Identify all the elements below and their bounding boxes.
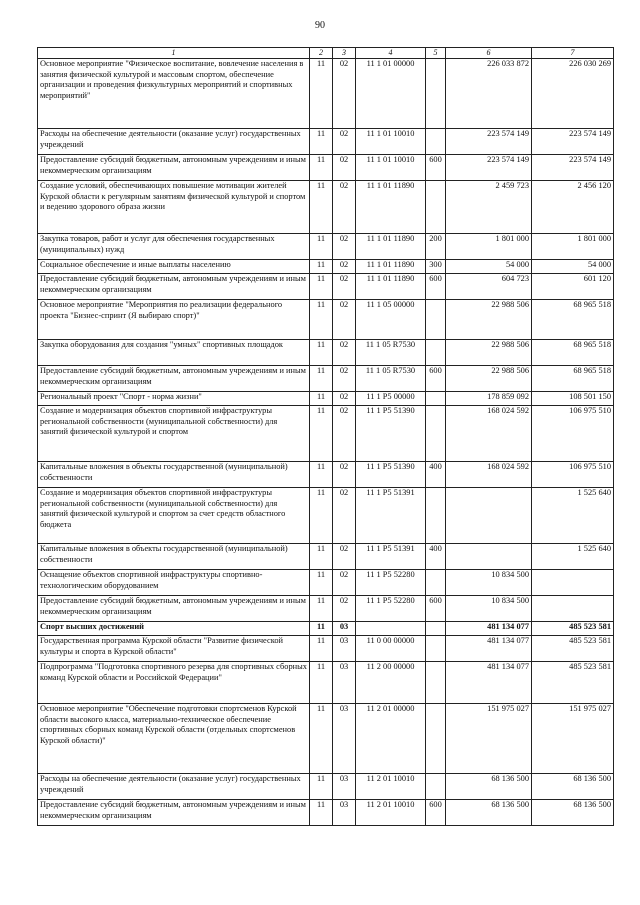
- table-row: [38, 406, 614, 462]
- row-amount-1: 2 459 723: [446, 181, 532, 234]
- row-amount-2: 1 801 000: [532, 234, 614, 260]
- row-expense-type: [426, 636, 446, 662]
- row-target-code: 11 1 01 11890: [356, 260, 426, 274]
- header-col-2: 2: [310, 48, 333, 59]
- row-name: Государственная программа Курской области "Развитие физической культуры и спорта в Курской области": [38, 636, 310, 662]
- row-subsection: 02: [333, 406, 356, 462]
- row-subsection: 02: [333, 300, 356, 340]
- table-row: [38, 636, 614, 662]
- row-amount-1: 223 574 149: [446, 155, 532, 181]
- row-section: 11: [310, 406, 333, 462]
- table-row: [38, 366, 614, 392]
- row-amount-1: 1 801 000: [446, 234, 532, 260]
- row-amount-2: 54 000: [532, 260, 614, 274]
- row-amount-2: 106 975 510: [532, 462, 614, 488]
- row-subsection: 03: [333, 622, 356, 636]
- row-expense-type: 600: [426, 596, 446, 622]
- row-section: 11: [310, 800, 333, 826]
- row-amount-1: 22 988 506: [446, 300, 532, 340]
- row-amount-2: 106 975 510: [532, 406, 614, 462]
- row-name: Закупка товаров, работ и услуг для обеспечения государственных (муниципальных) нужд: [38, 234, 310, 260]
- header-col-5: 5: [426, 48, 446, 59]
- row-expense-type: [426, 392, 446, 406]
- row-section: 11: [310, 155, 333, 181]
- row-target-code: 11 1 01 00000: [356, 59, 426, 129]
- row-name: Капитальные вложения в объекты государственной (муниципальной) собственности: [38, 544, 310, 570]
- row-expense-type: [426, 662, 446, 704]
- row-section: 11: [310, 462, 333, 488]
- row-amount-2: 1 525 640: [532, 488, 614, 544]
- row-target-code: 11 1 01 10010: [356, 155, 426, 181]
- row-amount-2: 223 574 149: [532, 129, 614, 155]
- row-expense-type: 300: [426, 260, 446, 274]
- row-expense-type: [426, 340, 446, 366]
- row-amount-2: 68 965 518: [532, 366, 614, 392]
- row-name: Основное мероприятие "Обеспечение подготовки спортсменов Курской области высокого класса, материально-техническое обеспечение спортивных сборных команд Курской области (отдельных спортсменов Курской области)": [38, 704, 310, 774]
- row-subsection: 03: [333, 636, 356, 662]
- row-amount-1: 22 988 506: [446, 366, 532, 392]
- row-subsection: 02: [333, 570, 356, 596]
- row-section: 11: [310, 488, 333, 544]
- row-name: Региональный проект "Спорт - норма жизни": [38, 392, 310, 406]
- table-row: [38, 129, 614, 155]
- row-expense-type: 600: [426, 800, 446, 826]
- header-row: [38, 48, 614, 59]
- row-expense-type: [426, 704, 446, 774]
- row-name: Расходы на обеспечение деятельности (оказание услуг) государственных учреждений: [38, 774, 310, 800]
- row-subsection: 02: [333, 596, 356, 622]
- header-col-4: 4: [356, 48, 426, 59]
- row-amount-1: 10 834 500: [446, 596, 532, 622]
- row-section: 11: [310, 129, 333, 155]
- row-target-code: 11 1 P5 51391: [356, 488, 426, 544]
- row-expense-type: [426, 59, 446, 129]
- row-target-code: 11 1 P5 51390: [356, 406, 426, 462]
- row-name: Расходы на обеспечение деятельности (оказание услуг) государственных учреждений: [38, 129, 310, 155]
- row-expense-type: [426, 622, 446, 636]
- table-row: [38, 570, 614, 596]
- row-amount-1: 151 975 027: [446, 704, 532, 774]
- row-target-code: 11 2 01 10010: [356, 774, 426, 800]
- row-name: Спорт высших достижений: [38, 622, 310, 636]
- row-name: Предоставление субсидий бюджетным, автономным учреждениям и иным некоммерческим организациям: [38, 274, 310, 300]
- row-name: Создание условий, обеспечивающих повышение мотивации жителей Курской области к регулярным занятиям физической культурой и спортом и ведению здорового образа жизни: [38, 181, 310, 234]
- row-amount-2: 601 120: [532, 274, 614, 300]
- row-target-code: 11 2 01 10010: [356, 800, 426, 826]
- row-section: 11: [310, 662, 333, 704]
- row-subsection: 02: [333, 129, 356, 155]
- row-expense-type: 600: [426, 366, 446, 392]
- row-target-code: 11 2 01 00000: [356, 704, 426, 774]
- row-amount-2: 1 525 640: [532, 544, 614, 570]
- table-row: [38, 155, 614, 181]
- budget-table: [37, 47, 614, 826]
- row-amount-1: 178 859 092: [446, 392, 532, 406]
- row-target-code: 11 1 01 11890: [356, 181, 426, 234]
- table-row: [38, 462, 614, 488]
- row-section: 11: [310, 274, 333, 300]
- row-name: Социальное обеспечение и иные выплаты населению: [38, 260, 310, 274]
- row-target-code: 11 1 P5 51391: [356, 544, 426, 570]
- row-amount-1: 604 723: [446, 274, 532, 300]
- row-subsection: 02: [333, 234, 356, 260]
- row-target-code: 11 1 05 00000: [356, 300, 426, 340]
- row-section: 11: [310, 59, 333, 129]
- header-col-7: 7: [532, 48, 614, 59]
- row-name: Оснащение объектов спортивной инфраструктуры спортивно-технологическим оборудованием: [38, 570, 310, 596]
- table-row: [38, 340, 614, 366]
- table-row: [38, 300, 614, 340]
- row-amount-2: 151 975 027: [532, 704, 614, 774]
- row-section: 11: [310, 392, 333, 406]
- row-expense-type: 400: [426, 544, 446, 570]
- row-section: 11: [310, 340, 333, 366]
- row-target-code: 11 1 05 R7530: [356, 366, 426, 392]
- row-section: 11: [310, 544, 333, 570]
- row-amount-2: 68 136 500: [532, 800, 614, 826]
- row-expense-type: [426, 406, 446, 462]
- row-section: 11: [310, 181, 333, 234]
- table-row: [38, 392, 614, 406]
- row-amount-1: 22 988 506: [446, 340, 532, 366]
- row-amount-1: 168 024 592: [446, 462, 532, 488]
- table-row: [38, 59, 614, 129]
- row-name: Создание и модернизация объектов спортивной инфраструктуры региональной собственности (муниципальной собственности) для занятий физической культурой и спортом: [38, 406, 310, 462]
- table-row: [38, 622, 614, 636]
- row-amount-1: 54 000: [446, 260, 532, 274]
- row-section: 11: [310, 300, 333, 340]
- row-section: 11: [310, 366, 333, 392]
- row-subsection: 02: [333, 181, 356, 234]
- row-amount-2: 223 574 149: [532, 155, 614, 181]
- row-name: Предоставление субсидий бюджетным, автономным учреждениям и иным некоммерческим организациям: [38, 596, 310, 622]
- row-section: 11: [310, 636, 333, 662]
- row-amount-2: 485 523 581: [532, 622, 614, 636]
- row-name: Основное мероприятие "Мероприятия по реализации федерального проекта "Бизнес-спринт (Я выбираю спорт)": [38, 300, 310, 340]
- table-row: [38, 181, 614, 234]
- row-amount-1: 168 024 592: [446, 406, 532, 462]
- row-expense-type: 600: [426, 155, 446, 181]
- table-row: [38, 274, 614, 300]
- table-row: [38, 544, 614, 570]
- header-col-6: 6: [446, 48, 532, 59]
- row-amount-1: [446, 544, 532, 570]
- table-row: [38, 596, 614, 622]
- row-expense-type: 400: [426, 462, 446, 488]
- row-expense-type: [426, 181, 446, 234]
- row-section: 11: [310, 570, 333, 596]
- row-subsection: 03: [333, 774, 356, 800]
- row-section: 11: [310, 622, 333, 636]
- table-row: [38, 260, 614, 274]
- row-subsection: 02: [333, 340, 356, 366]
- row-expense-type: [426, 300, 446, 340]
- row-section: 11: [310, 596, 333, 622]
- table-row: [38, 800, 614, 826]
- table-row: [38, 662, 614, 704]
- row-name: Предоставление субсидий бюджетным, автономным учреждениям и иным некоммерческим организациям: [38, 366, 310, 392]
- row-subsection: 02: [333, 260, 356, 274]
- row-expense-type: [426, 774, 446, 800]
- table-body: [38, 59, 614, 826]
- row-amount-1: 68 136 500: [446, 800, 532, 826]
- row-target-code: 11 0 00 00000: [356, 636, 426, 662]
- row-subsection: 03: [333, 662, 356, 704]
- row-subsection: 02: [333, 366, 356, 392]
- row-target-code: [356, 622, 426, 636]
- row-expense-type: 200: [426, 234, 446, 260]
- row-subsection: 03: [333, 800, 356, 826]
- row-target-code: 11 1 P5 52280: [356, 570, 426, 596]
- row-expense-type: [426, 570, 446, 596]
- row-name: Подпрограмма "Подготовка спортивного резерва для спортивных сборных команд Курской области и Российской Федерации": [38, 662, 310, 704]
- row-subsection: 02: [333, 274, 356, 300]
- row-amount-2: 485 523 581: [532, 662, 614, 704]
- row-target-code: 11 1 P5 00000: [356, 392, 426, 406]
- row-amount-2: [532, 596, 614, 622]
- row-amount-1: [446, 488, 532, 544]
- row-target-code: 11 2 00 00000: [356, 662, 426, 704]
- page-number: 90: [315, 20, 325, 31]
- header-col-1: 1: [38, 48, 310, 59]
- row-amount-2: 2 456 120: [532, 181, 614, 234]
- row-amount-2: 68 965 518: [532, 300, 614, 340]
- row-target-code: 11 1 01 10010: [356, 129, 426, 155]
- row-amount-1: 223 574 149: [446, 129, 532, 155]
- row-target-code: 11 1 01 11890: [356, 274, 426, 300]
- row-target-code: 11 1 P5 52280: [356, 596, 426, 622]
- row-subsection: 02: [333, 462, 356, 488]
- row-name: Основное мероприятие "Физическое воспитание, вовлечение населения в занятия физической культурой и массовым спортом, обеспечение организации и проведения физкультурных мероприятий и спортивных мероприятий": [38, 59, 310, 129]
- row-amount-2: 68 965 518: [532, 340, 614, 366]
- row-amount-1: 226 033 872: [446, 59, 532, 129]
- row-target-code: 11 1 P5 51390: [356, 462, 426, 488]
- header-col-3: 3: [333, 48, 356, 59]
- row-amount-2: [532, 570, 614, 596]
- table-row: [38, 234, 614, 260]
- row-subsection: 02: [333, 155, 356, 181]
- row-section: 11: [310, 704, 333, 774]
- row-amount-2: 226 030 269: [532, 59, 614, 129]
- row-expense-type: 600: [426, 274, 446, 300]
- row-subsection: 02: [333, 544, 356, 570]
- row-amount-2: 68 136 500: [532, 774, 614, 800]
- row-amount-1: 481 134 077: [446, 622, 532, 636]
- row-subsection: 03: [333, 704, 356, 774]
- row-target-code: 11 1 05 R7530: [356, 340, 426, 366]
- row-name: Создание и модернизация объектов спортивной инфраструктуры региональной собственности (муниципальной собственности) для занятий физической культурой и спортом за счет средств областного бюджета: [38, 488, 310, 544]
- table-row: [38, 488, 614, 544]
- row-amount-2: 108 501 150: [532, 392, 614, 406]
- row-section: 11: [310, 234, 333, 260]
- row-amount-1: 481 134 077: [446, 662, 532, 704]
- row-amount-1: 68 136 500: [446, 774, 532, 800]
- row-name: Предоставление субсидий бюджетным, автономным учреждениям и иным некоммерческим организациям: [38, 155, 310, 181]
- row-amount-2: 485 523 581: [532, 636, 614, 662]
- row-amount-1: 481 134 077: [446, 636, 532, 662]
- row-expense-type: [426, 129, 446, 155]
- row-amount-1: 10 834 500: [446, 570, 532, 596]
- table-row: [38, 774, 614, 800]
- row-section: 11: [310, 774, 333, 800]
- row-name: Закупка оборудования для создания "умных" спортивных площадок: [38, 340, 310, 366]
- row-subsection: 02: [333, 59, 356, 129]
- row-expense-type: [426, 488, 446, 544]
- row-subsection: 02: [333, 488, 356, 544]
- row-section: 11: [310, 260, 333, 274]
- row-name: Предоставление субсидий бюджетным, автономным учреждениям и иным некоммерческим организациям: [38, 800, 310, 826]
- row-subsection: 02: [333, 392, 356, 406]
- table-row: [38, 704, 614, 774]
- row-name: Капитальные вложения в объекты государственной (муниципальной) собственности: [38, 462, 310, 488]
- row-target-code: 11 1 01 11890: [356, 234, 426, 260]
